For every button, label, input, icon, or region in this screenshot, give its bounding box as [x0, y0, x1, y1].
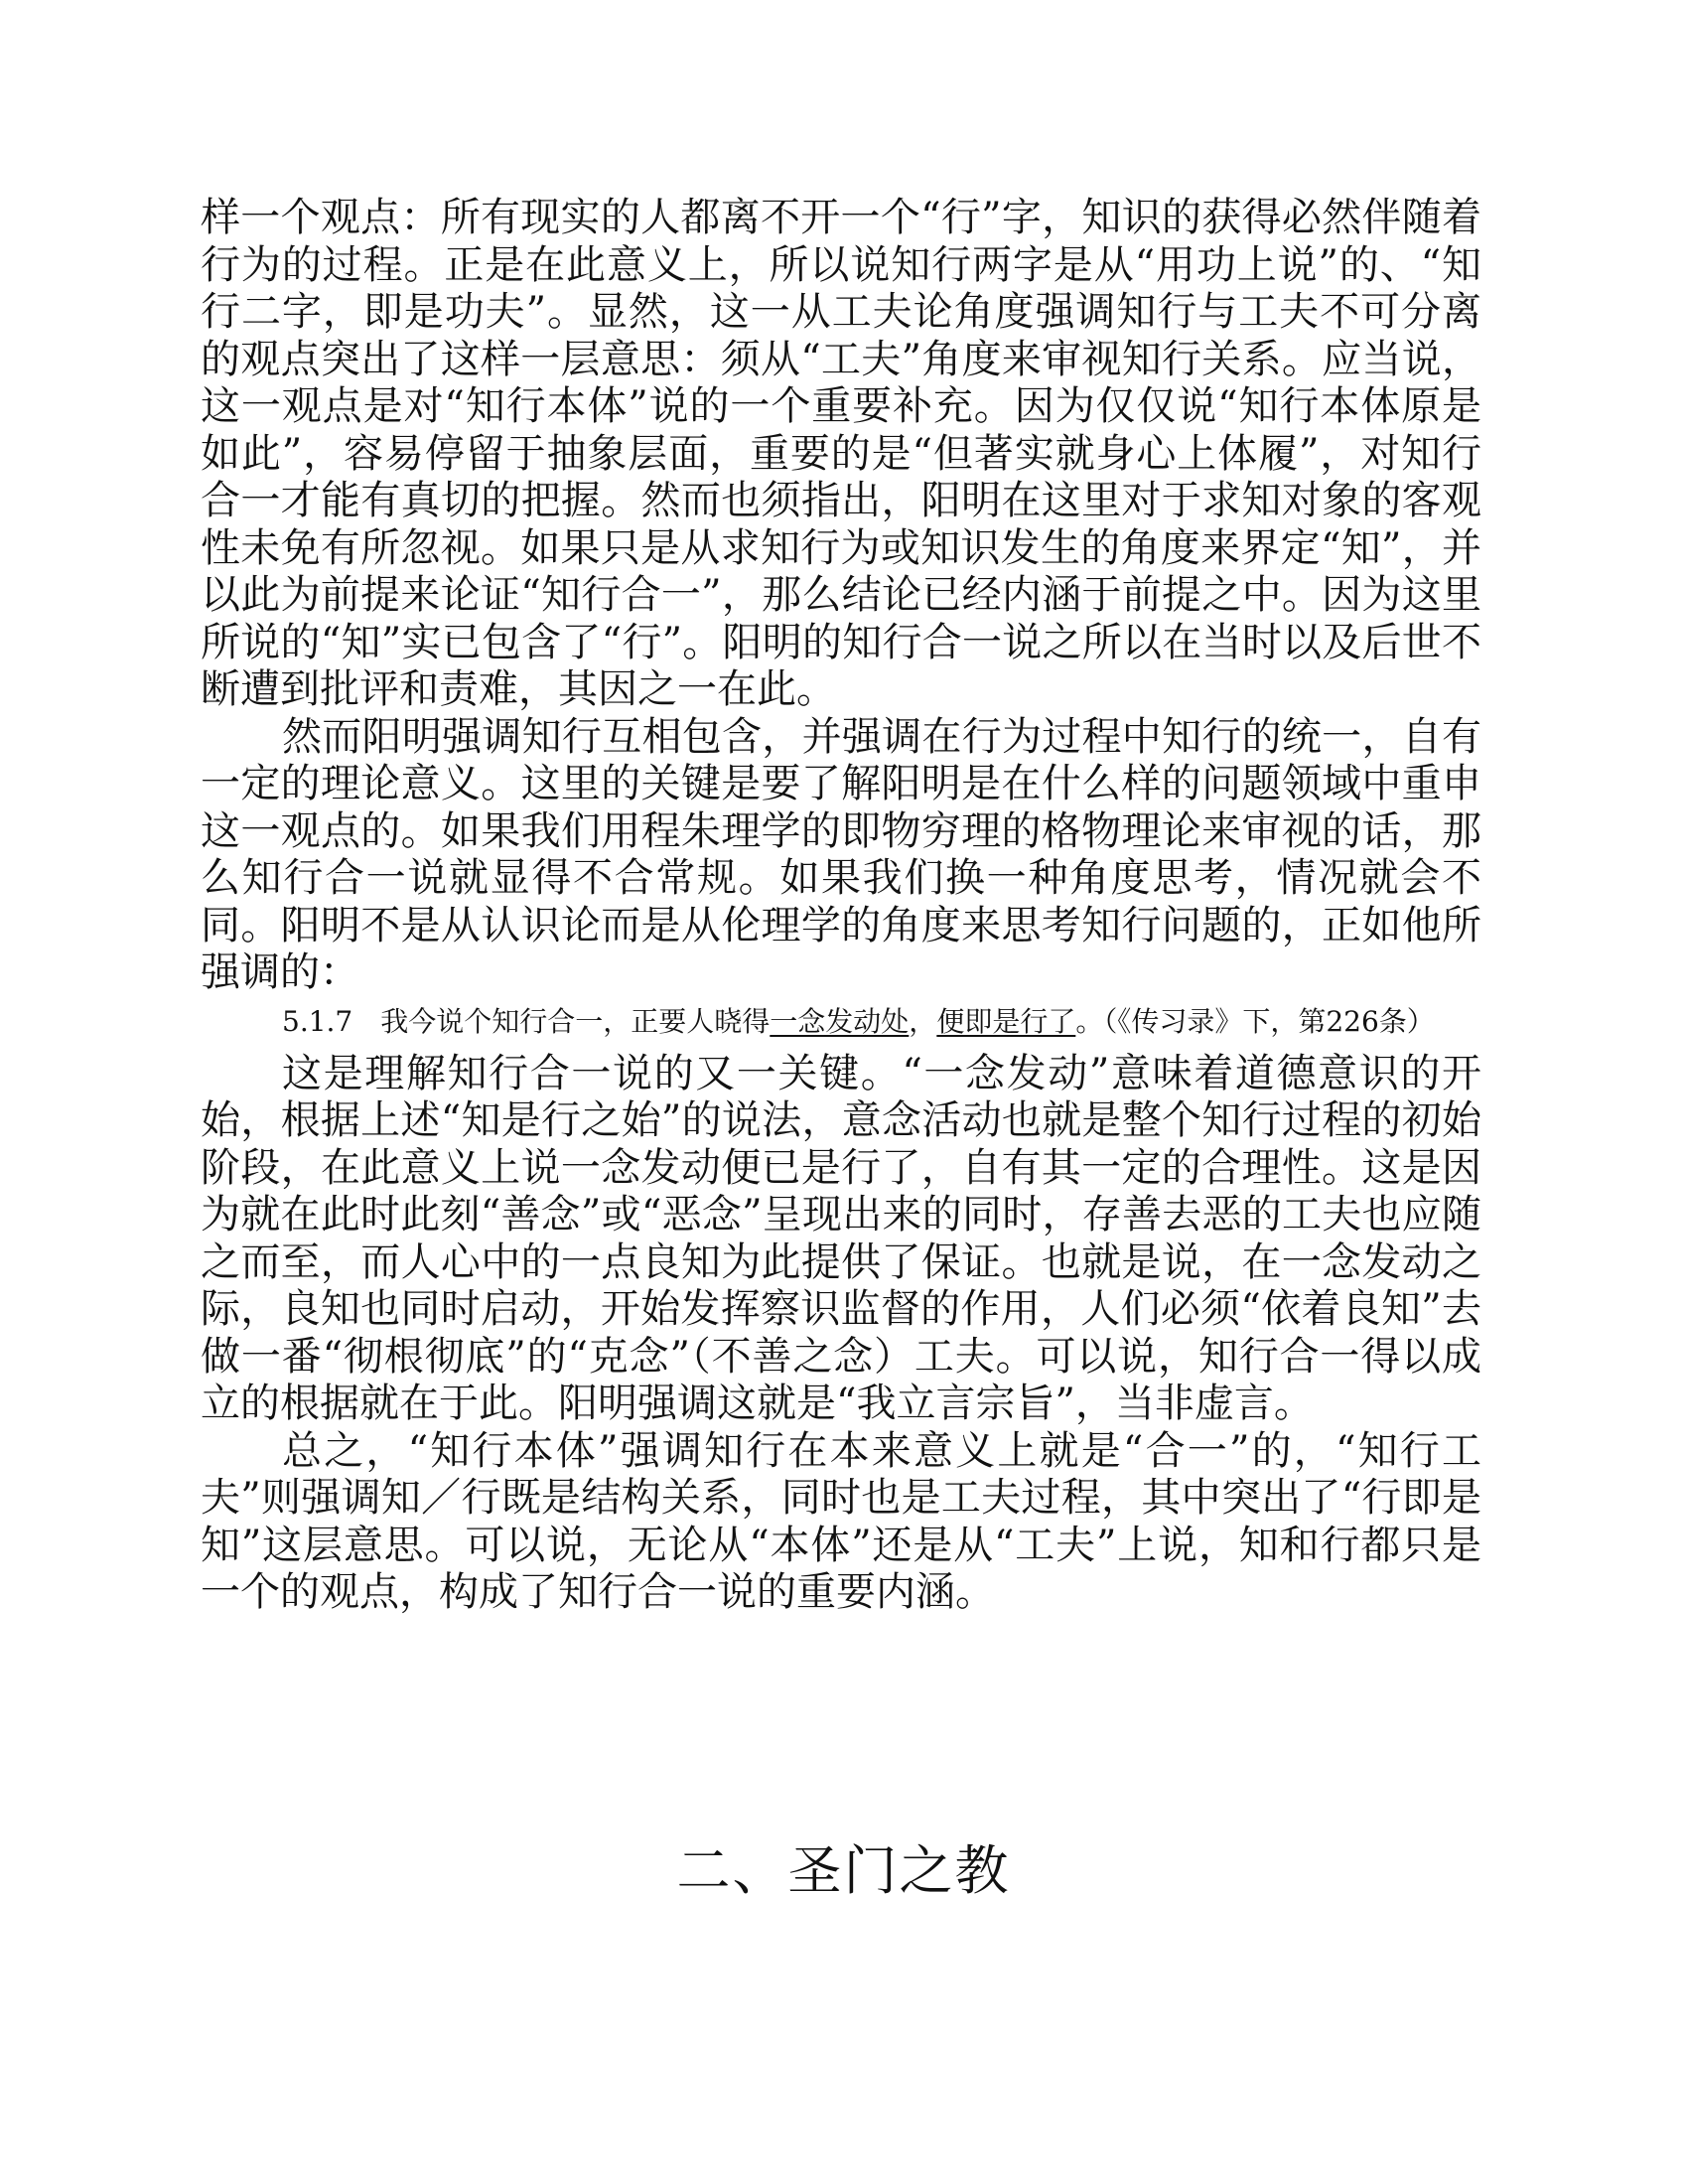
quote-underline-1: 一念发动处 — [770, 1004, 910, 1038]
section-heading: 二、圣门之教 — [676, 1839, 1011, 1902]
quote-comma: ， — [909, 1004, 937, 1038]
quote-underline-2: 便即是行了 — [936, 1004, 1076, 1038]
block-quote — [201, 1003, 1481, 1041]
page-body — [201, 195, 1481, 1617]
quote-text-before: 我今说个知行合一，正要人晓得 — [380, 1004, 771, 1038]
quote-text-after: 。（《传习录》下，第226条） — [1075, 1004, 1435, 1038]
quote-number: 5.1.7 — [282, 1004, 353, 1038]
paragraph-3: 这是理解知行合一说的又一关键。“一念发动”意味着道德意识的开始，根据上述“知是行之始”的说法，意念活动也就是整个知行过程的初始阶段，在此意义上说一念发动便已是行了，自有其一定的合理性。这是因为就在此时此刻“善念”或“恶念”呈现出来的同时，存善去恶的工夫也应随之而至，而人心中的一点良知为此提供了保证。也就是说，在一念发动之际，良知也同时启动，开始发挥察识监督的作用，人们必须“依着良知”去做一番“彻根彻底”的“克念”（不善之念）工夫。可以说，知行合一得以成立的根据就在于此。阳明强调这就是“我立言宗旨”，当非虚言。 — [201, 1050, 1481, 1426]
paragraph-1: 样一个观点：所有现实的人都离不开一个“行”字，知识的获得必然伴随着行为的过程。正是在此意义上，所以说知行两字是从“用功上说”的、“知行二字，即是功夫”。显然，这一从工夫论角度强调知行与工夫不可分离的观点突出了这样一层意思：须从“工夫”角度来审视知行关系。应当说，这一观点是对“知行本体”说的一个重要补充。因为仅仅说“知行本体原是如此”，容易停留于抽象层面，重要的是“但著实就身心上体履”，对知行合一才能有真切的把握。然而也须指出，阳明在这里对于求知对象的客观性未免有所忽视。如果只是从求知行为或知识发生的角度来界定“知”，并以此为前提来论证“知行合一”，那么结论已经内涵于前提之中。因为这里所说的“知”实已包含了“行”。阳明的知行合一说之所以在当时以及后世不断遭到批评和责难，其因之一在此。 — [201, 195, 1481, 712]
paragraph-4: 总之，“知行本体”强调知行在本来意义上就是“合一”的，“知行工夫”则强调知／行既是结构关系，同时也是工夫过程，其中突出了“行即是知”这层意思。可以说，无论从“本体”还是从“工夫”上说，知和行都只是一个的观点，构成了知行合一说的重要内涵。 — [201, 1427, 1481, 1615]
paragraph-2: 然而阳明强调知行互相包含，并强调在行为过程中知行的统一，自有一定的理论意义。这里的关键是要了解阳明是在什么样的问题领域中重申这一观点的。如果我们用程朱理学的即物穷理的格物理论来审视的话，那么知行合一说就显得不合常规。如果我们换一种角度思考，情况就会不同。阳明不是从认识论而是从伦理学的角度来思考知行问题的，正如他所强调的： — [201, 713, 1481, 995]
